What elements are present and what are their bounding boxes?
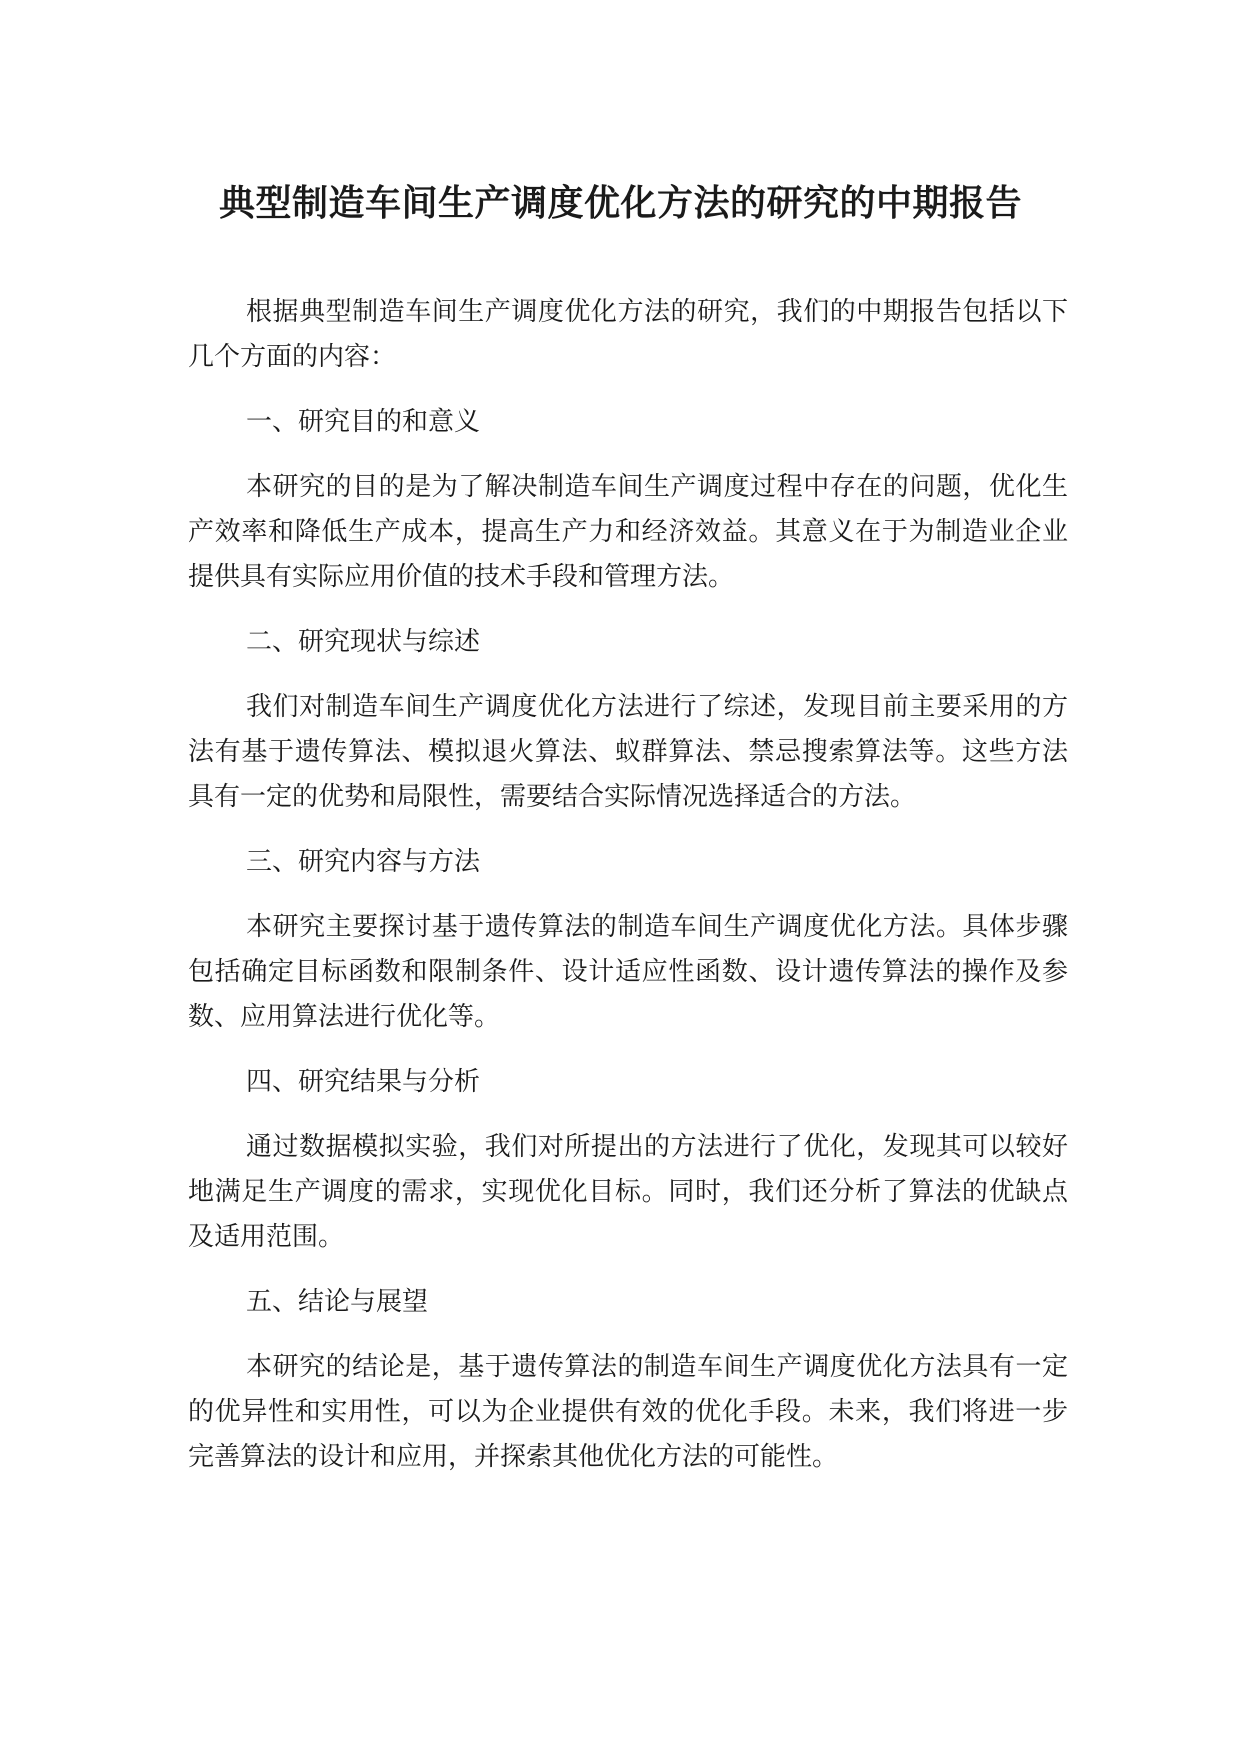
section-body-purpose: 本研究的目的是为了解决制造车间生产调度过程中存在的问题，优化生产效率和降低生产成本，提高生产力和经济效益。其意义在于为制造业企业提供具有实际应用价值的技术手段和管理方法。 [188, 472, 1068, 592]
section-heading-results: 四、研究结果与分析 [246, 1067, 481, 1097]
section-body-status: 我们对制造车间生产调度优化方法进行了综述，发现目前主要采用的方法有基于遗传算法、模拟退火算法、蚁群算法、禁忌搜索算法等。这些方法具有一定的优势和局限性，需要结合实际情况选择适合的方法。 [188, 692, 1068, 812]
section-body-method: 本研究主要探讨基于遗传算法的制造车间生产调度优化方法。具体步骤包括确定目标函数和限制条件、设计适应性函数、设计遗传算法的操作及参数、应用算法进行优化等。 [188, 912, 1068, 1032]
section-heading-status: 二、研究现状与综述 [246, 627, 481, 657]
section-body-results: 通过数据模拟实验，我们对所提出的方法进行了优化，发现其可以较好地满足生产调度的需求，实现优化目标。同时，我们还分析了算法的优缺点及适用范围。 [188, 1132, 1068, 1252]
section-body-conclusion: 本研究的结论是，基于遗传算法的制造车间生产调度优化方法具有一定的优异性和实用性，可以为企业提供有效的优化手段。未来，我们将进一步完善算法的设计和应用，并探索其他优化方法的可能性。 [188, 1352, 1068, 1472]
section-heading-purpose: 一、研究目的和意义 [246, 407, 481, 437]
intro-paragraph: 根据典型制造车间生产调度优化方法的研究，我们的中期报告包括以下几个方面的内容： [188, 297, 1068, 372]
document-body [188, 290, 1068, 1500]
document-title: 典型制造车间生产调度优化方法的研究的中期报告 [218, 183, 1022, 224]
section-heading-conclusion: 五、结论与展望 [246, 1287, 429, 1317]
section-heading-method: 三、研究内容与方法 [246, 847, 481, 877]
